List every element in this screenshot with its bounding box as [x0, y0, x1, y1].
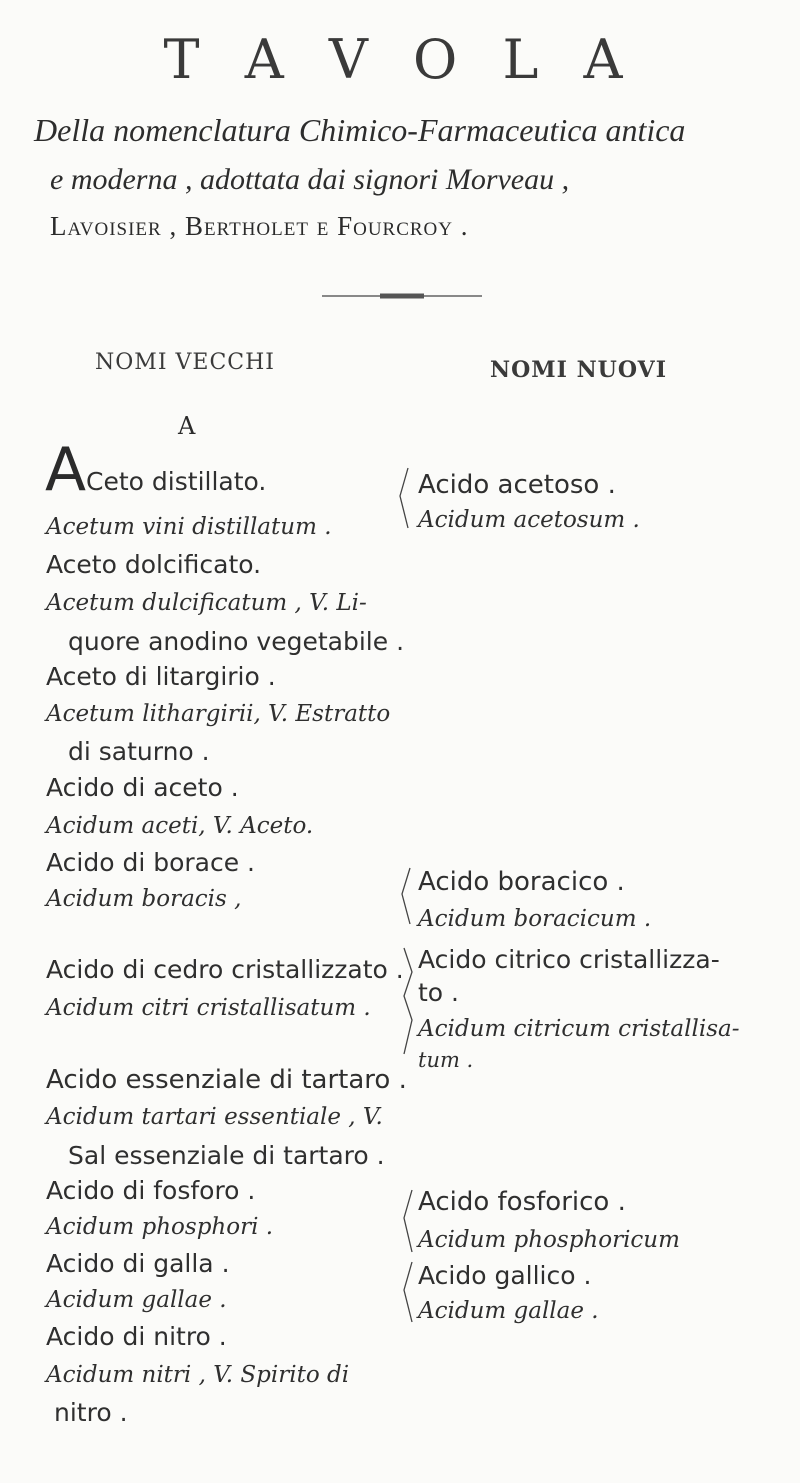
old-entry-23: Acidum nitri , V. Spirito di: [46, 1362, 350, 1388]
old-entry-3: Aceto dolcificato.: [46, 550, 262, 579]
old-entry-10: Acidum aceti, V. Aceto.: [46, 813, 314, 839]
new-entry-3: Acido boracico .: [418, 867, 625, 897]
old-entry-6: Aceto di litargirio .: [46, 662, 276, 691]
old-entry-15: Acido essenziale di tartaro .: [46, 1065, 407, 1095]
old-entry-4: Acetum dulcificatum , V. Li-: [46, 590, 367, 616]
old-entry-9: Acido di aceto .: [46, 773, 239, 802]
new-entry-5: Acido citrico cristallizza-: [418, 945, 720, 974]
new-entry-4: Acidum boracicum .: [418, 906, 652, 932]
old-entry-13: Acido di cedro cristallizzato .: [46, 955, 404, 984]
ornamental-rule: [322, 293, 482, 299]
new-entry-2: Acidum acetosum .: [418, 507, 640, 533]
old-entry-7: Acetum lithargirii, V. Estratto: [46, 701, 391, 727]
brace-4: [400, 1188, 416, 1256]
subtitle-line-3: Lavoisier , Bertholet e Fourcroy .: [50, 211, 469, 241]
column-heading-new: NOMI NUOVI: [490, 357, 668, 383]
column-heading-old: NOMI VECCHI: [95, 350, 275, 375]
page-title: T A V O L A: [163, 28, 637, 91]
old-entry-11: Acido di borace .: [46, 848, 256, 877]
old-entry-1: ACeto distillato.: [45, 435, 267, 505]
subtitle-line-1: Della nomenclatura Chimico-Farmaceutica antica: [34, 112, 686, 148]
brace-5: [400, 1260, 416, 1326]
old-entry-18: Acido di fosforo .: [46, 1176, 256, 1205]
brace-3: [400, 946, 416, 1058]
old-entry-2: Acetum vini distillatum .: [46, 514, 332, 540]
old-entry-22: Acido di nitro .: [46, 1322, 227, 1351]
new-entry-11: Acido gallico .: [418, 1261, 592, 1290]
new-entry-10: Acidum phosphoricum: [418, 1227, 680, 1253]
old-entry-8: di saturno .: [68, 737, 210, 766]
new-entry-12: Acidum gallae .: [418, 1298, 599, 1324]
old-entry-16: Acidum tartari essentiale , V.: [46, 1104, 383, 1130]
old-entry-5: quore anodino vegetabile .: [68, 627, 405, 656]
old-entry-19: Acidum phosphori .: [46, 1214, 274, 1240]
brace-2: [398, 866, 414, 930]
old-entry-14: Acidum citri cristallisatum .: [46, 995, 371, 1021]
old-entry-24: nitro .: [54, 1398, 128, 1427]
old-entry-12: Acidum boracis ,: [46, 886, 242, 912]
new-entry-6: to .: [418, 978, 459, 1007]
new-entry-8: tum .: [418, 1048, 474, 1072]
subtitle-line-2: e moderna , adottata dai signori Morveau ,: [50, 163, 570, 196]
new-entry-1: Acido acetoso .: [418, 470, 616, 500]
old-entry-20: Acido di galla .: [46, 1249, 230, 1278]
drop-initial: A: [45, 435, 87, 505]
section-letter: A: [178, 412, 196, 440]
old-entry-17: Sal essenziale di tartaro .: [68, 1141, 385, 1170]
old-entry-21: Acidum gallae .: [46, 1287, 227, 1313]
new-entry-7: Acidum citricum cristallisa-: [418, 1016, 740, 1042]
brace-1: [396, 466, 412, 536]
new-entry-9: Acido fosforico .: [418, 1187, 626, 1217]
